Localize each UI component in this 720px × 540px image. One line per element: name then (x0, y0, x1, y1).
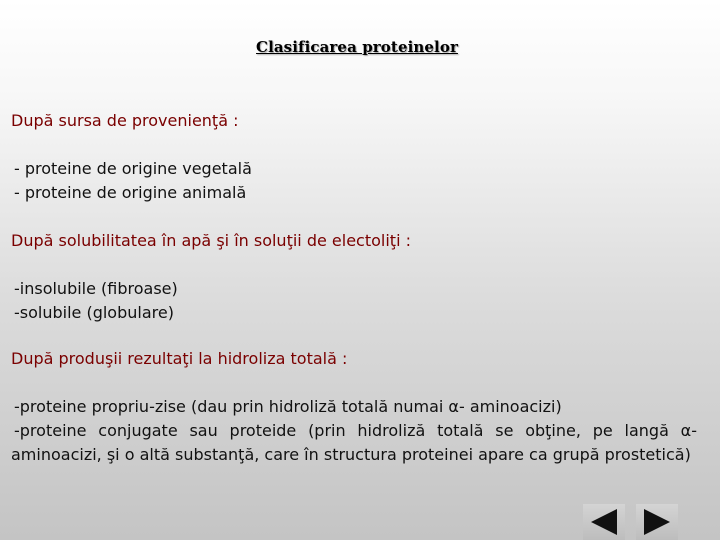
previous-slide-button[interactable] (583, 504, 625, 540)
triangle-right-icon (642, 508, 672, 536)
list-item: - proteine de origine vegetală (14, 159, 252, 178)
section-heading-solubility: După solubilitatea în apă şi în soluţii de electoliţi : (11, 231, 411, 250)
section-heading-source: După sursa de provenienţă : (11, 111, 239, 130)
hydrolysis-paragraph (11, 395, 697, 467)
list-item: - proteine de origine animală (14, 183, 247, 202)
triangle-left-icon (589, 508, 619, 536)
list-item: -proteine conjugate sau proteide (prin hidroliză totală se obţine, pe langă α- aminoacizi, şi o altă substanţă, care în structura proteinei apare ca grupă prostetică) (11, 421, 697, 464)
list-item: -proteine propriu-zise (dau prin hidroliză totală numai α- aminoacizi) (14, 397, 562, 416)
slide-title: Clasificarea proteinelor (256, 38, 458, 56)
section-heading-hydrolysis: După produşii rezultaţi la hidroliza totală : (11, 349, 348, 368)
list-item: -solubile (globulare) (14, 303, 174, 322)
next-slide-button[interactable] (636, 504, 678, 540)
list-item: -insolubile (fibroase) (14, 279, 178, 298)
